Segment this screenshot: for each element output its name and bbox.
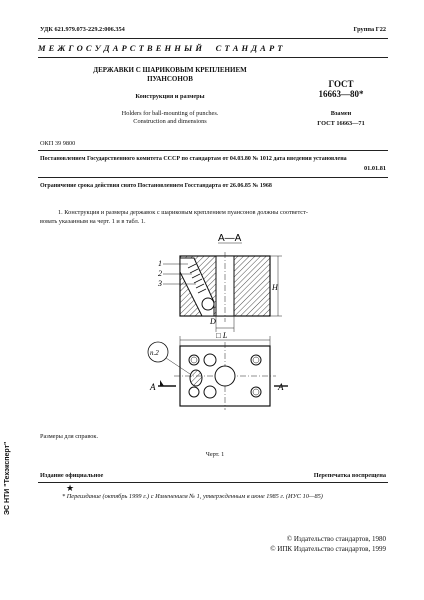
gost-number: 16663—80* <box>318 89 364 99</box>
figure-caption: Черт. 1 <box>205 451 225 458</box>
title-ru-line1: ДЕРЖАВКИ С ШАРИКОВЫМ КРЕПЛЕНИЕМ <box>93 66 247 74</box>
subtitle-ru: Конструкция и размеры <box>135 93 205 100</box>
leader-3: 3 <box>158 279 162 288</box>
dim-d-label: D <box>210 317 216 326</box>
replaces-label: Взамен <box>330 110 352 117</box>
decree-rule <box>38 177 388 178</box>
star-icon: ★ <box>66 483 75 493</box>
paragraph-1-line1: 1. Конструкция и размеры державок с шариковым креплением пуансонов должны соответст- <box>58 209 308 216</box>
okp-code: ОКП 39 9800 <box>40 140 76 147</box>
leader-1: 1 <box>158 259 162 268</box>
dim-l-label: □ L <box>216 331 228 340</box>
gost-label: ГОСТ <box>328 79 354 89</box>
official-edition: Издание официальное <box>40 472 104 479</box>
title-ru-line2: ПУАНСОНОВ <box>147 75 193 83</box>
reprint-prohibited: Перепечатка воспрещена <box>313 472 386 479</box>
decree-line: Постановлением Государственного комитета СССР по стандартам от 04.03.80 № 1012 дата введения установлена <box>40 156 347 162</box>
side-stamp: ЭС НТИ "Техэксперт" <box>4 441 11 515</box>
banner-rule <box>38 57 388 58</box>
okp-rule <box>38 150 388 151</box>
section-mark-left: А <box>150 382 156 392</box>
reissue-note: * Переиздание (октябрь 1999 г.) с Изменением № 1, утвержденным в июне 1985 г. (ИУС 10—85) <box>62 493 323 500</box>
dim-h-label: H <box>272 283 278 292</box>
group-code: Группа Г22 <box>353 26 386 33</box>
reference-note: Размеры для справок. <box>40 433 99 440</box>
paragraph-1-line2: вовать указанным на черт. 1 и в табл. 1. <box>40 218 146 225</box>
decree-date: 01.01.81 <box>363 165 386 172</box>
restriction-note: Ограничение срока действия снято Постановлением Госстандарта от 26.06.85 № 1968 <box>40 183 272 189</box>
leader-2: 2 <box>158 269 162 278</box>
callout-p2: п.2 <box>150 349 159 357</box>
header-rule <box>38 38 388 39</box>
technical-drawing <box>130 228 290 428</box>
title-en-line1: Holders for ball-mounting of punches. <box>121 110 219 117</box>
copyright-1999: © ИПК Издательство стандартов, 1999 <box>270 545 386 553</box>
plan-view <box>174 342 276 410</box>
section-view <box>180 252 282 332</box>
section-label: А—А <box>218 233 242 244</box>
udk-code: УДК 621.979.073-229.2:006.354 <box>40 26 125 33</box>
interstate-standard-banner: М Е Ж Г О С У Д А Р С Т В Е Н Н Ы Й С Т А Н Д А Р Т <box>38 43 283 53</box>
copyright-1980: © Издательство стандартов, 1980 <box>286 535 386 543</box>
section-mark-right: А <box>278 382 284 392</box>
title-en-line2: Construction and dimensions <box>133 118 207 125</box>
footer-rule <box>38 482 388 483</box>
replaces-value: ГОСТ 16663—71 <box>317 120 365 127</box>
